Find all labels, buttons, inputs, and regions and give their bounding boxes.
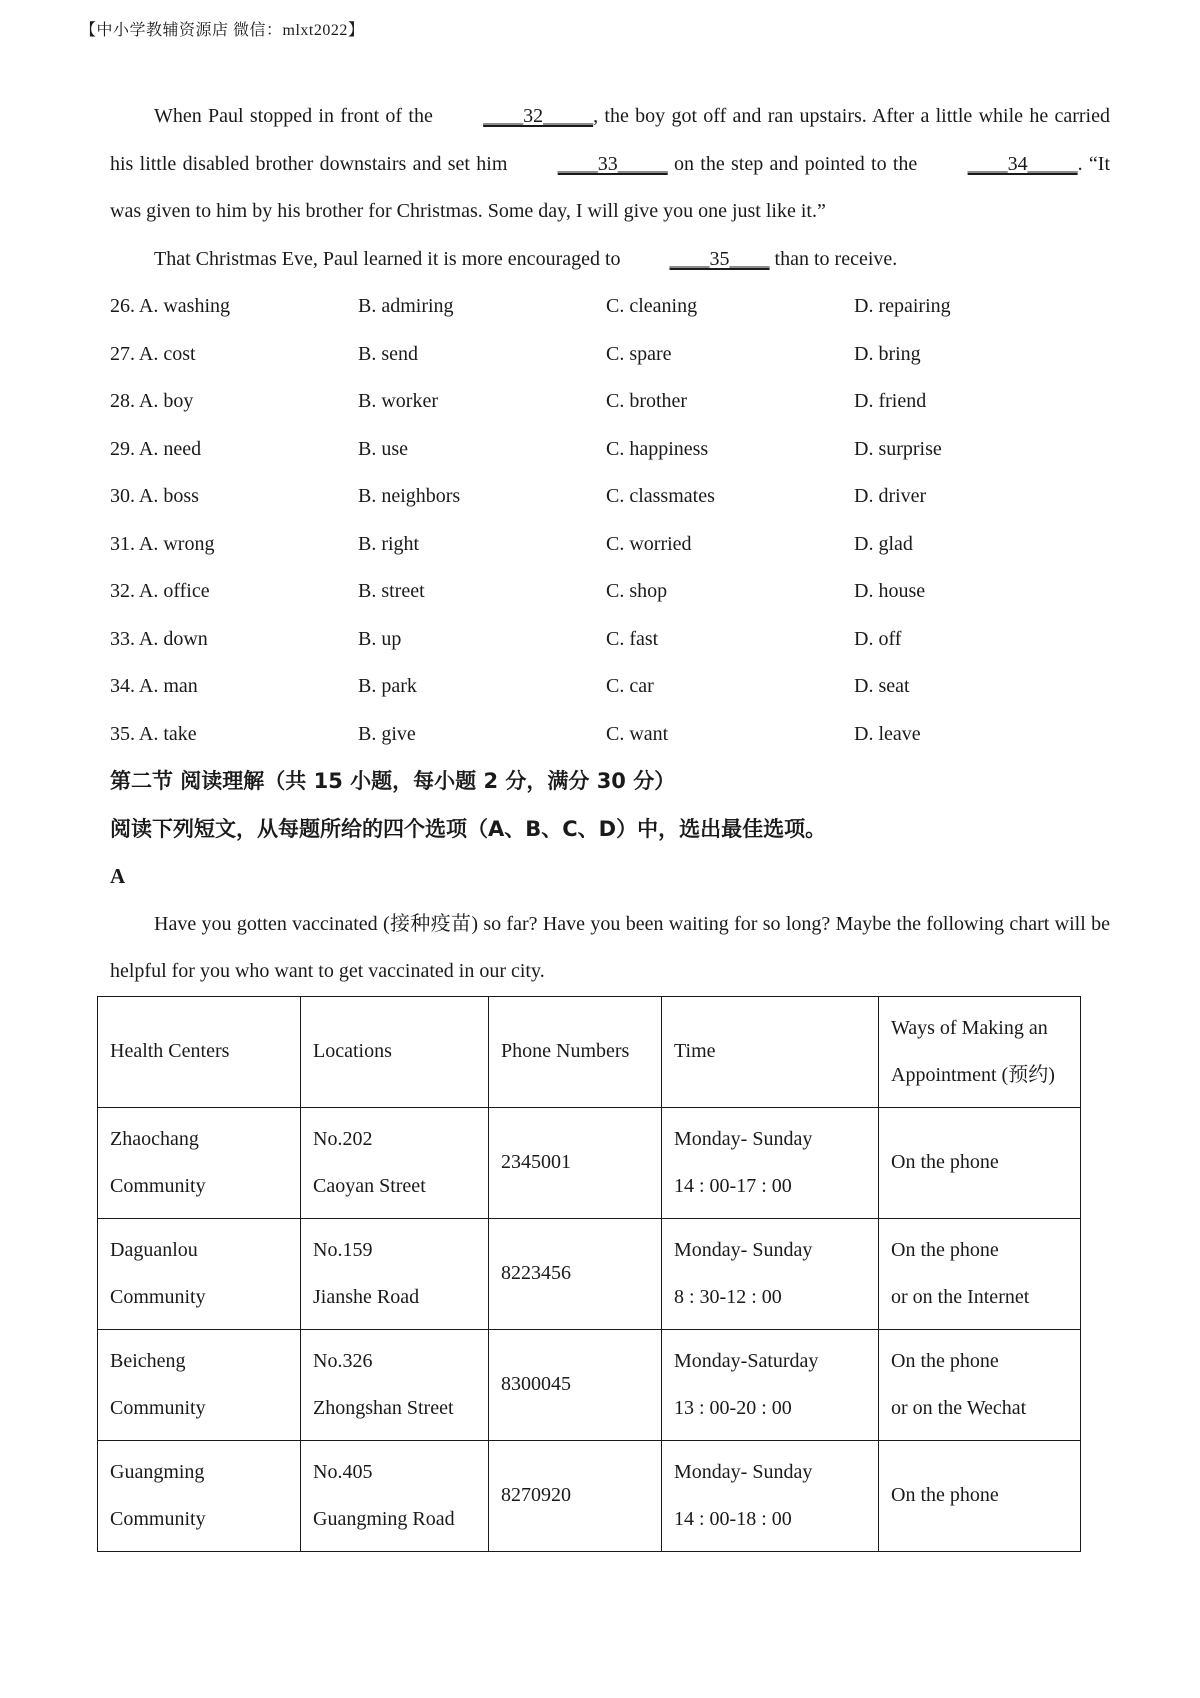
blank-32: ____32_____ — [483, 105, 594, 127]
cell-time — [662, 1330, 879, 1441]
passage-ending — [110, 93, 1110, 996]
question-options — [110, 283, 1110, 758]
cell-center — [98, 1219, 301, 1330]
question-row — [110, 521, 1110, 569]
blank-34: ____34_____ — [967, 152, 1078, 175]
section-instruction: 阅读下列短文，从每题所给的四个选项（A、B、C、D）中，选出最佳选项。 — [110, 816, 827, 841]
paragraph-2 — [110, 236, 1110, 284]
cell-phone: 2345001 — [489, 1108, 662, 1219]
option-b: B. use — [358, 437, 408, 460]
paragraph-1 — [110, 93, 1110, 236]
option-c: C. classmates — [606, 485, 715, 507]
blank-35: ____35____ — [669, 247, 770, 270]
location-number: No.405 — [313, 1460, 373, 1483]
table-row — [98, 1330, 1081, 1441]
question-row — [110, 283, 1110, 331]
question-row — [110, 426, 1110, 474]
location-street: Caoyan Street — [313, 1175, 426, 1197]
cell-location — [301, 1330, 489, 1441]
option-b: B. worker — [358, 390, 438, 412]
cell-center — [98, 1330, 301, 1441]
question-row — [110, 378, 1110, 426]
center-name: Zhaochang — [110, 1127, 199, 1150]
time-hours: 14 : 00-17 : 00 — [674, 1175, 792, 1197]
table-row — [98, 1219, 1081, 1330]
table-row — [98, 1441, 1081, 1552]
option-b: B. right — [358, 532, 420, 555]
option-d: D. bring — [854, 342, 921, 365]
option-c: C. worried — [606, 532, 692, 555]
cell-location — [301, 1108, 489, 1219]
cell-center — [98, 1108, 301, 1219]
paragraph-2-text-b: than to receive. — [769, 247, 898, 270]
way-line-1: On the phone — [891, 1151, 999, 1174]
header-locations: Locations — [301, 997, 489, 1108]
option-a: 30. A. boss — [110, 485, 199, 507]
location-street: Zhongshan Street — [313, 1397, 454, 1419]
cell-way — [879, 1441, 1081, 1552]
cell-phone: 8270920 — [489, 1441, 662, 1552]
cell-phone: 8223456 — [489, 1219, 662, 1330]
option-c: C. spare — [606, 342, 672, 365]
way-line-1: On the phone — [891, 1238, 999, 1261]
question-row — [110, 711, 1110, 759]
option-a: 29. A. need — [110, 437, 202, 460]
option-d: D. friend — [854, 390, 927, 412]
option-b: B. neighbors — [358, 485, 461, 507]
time-hours: 14 : 00-18 : 00 — [674, 1508, 792, 1530]
cell-way — [879, 1108, 1081, 1219]
time-hours: 8 : 30-12 : 00 — [674, 1286, 782, 1308]
health-centers-table — [97, 996, 1081, 1552]
center-name: Beicheng — [110, 1349, 186, 1372]
location-number: No.202 — [313, 1127, 373, 1150]
option-b: B. up — [358, 627, 402, 650]
option-d: D. glad — [854, 532, 913, 555]
center-name: Guangming — [110, 1460, 205, 1483]
section-title: 第二节 阅读理解（共 15 小题，每小题 2 分，满分 30 分） — [110, 769, 676, 793]
way-line-1: On the phone — [891, 1484, 999, 1507]
way-line-2: or on the Wechat — [891, 1397, 1027, 1419]
header-phone-numbers: Phone Numbers — [489, 997, 662, 1108]
option-c: C. shop — [606, 580, 668, 602]
location-street: Guangming Road — [313, 1508, 455, 1530]
paragraph-1-text-d: . “It was given to him by his brother for Christmas. Some day, I will give you one just like it.” — [110, 152, 1111, 222]
center-type: Community — [110, 1397, 206, 1419]
option-c: C. want — [606, 722, 669, 745]
center-name: Daguanlou — [110, 1238, 198, 1261]
option-a: 35. A. take — [110, 722, 197, 745]
option-a: 34. A. man — [110, 675, 198, 697]
option-b: B. send — [358, 342, 418, 365]
question-row — [110, 568, 1110, 616]
paragraph-1-text-a: When Paul stopped in front of the — [154, 105, 440, 127]
time-days: Monday-Saturday — [674, 1349, 819, 1372]
option-a: 28. A. boy — [110, 390, 194, 412]
cell-time — [662, 1108, 879, 1219]
option-a: 26. A. washing — [110, 295, 230, 317]
location-number: No.159 — [313, 1238, 373, 1261]
header-appointment-ways: Ways of Making an Appointment (预约) — [879, 997, 1081, 1108]
option-c: C. cleaning — [606, 295, 698, 317]
location-street: Jianshe Road — [313, 1286, 420, 1308]
option-c: C. brother — [606, 390, 688, 412]
option-c: C. happiness — [606, 437, 709, 460]
cell-way — [879, 1219, 1081, 1330]
header-time: Time — [662, 997, 879, 1108]
option-c: C. car — [606, 675, 654, 697]
option-d: D. off — [854, 627, 902, 650]
option-d: D. repairing — [854, 295, 951, 317]
question-row — [110, 616, 1110, 664]
option-d: D. surprise — [854, 437, 942, 460]
passage-intro: Have you gotten vaccinated (接种疫苗) so far? Have you been waiting for so long? Maybe the following chart will be helpful for you who want to get vaccinated in our city. — [110, 912, 1110, 982]
center-type: Community — [110, 1286, 206, 1308]
paragraph-1-text-c: on the step and pointed to the — [667, 152, 924, 175]
table-header-row — [98, 997, 1081, 1108]
time-days: Monday- Sunday — [674, 1460, 813, 1483]
option-b: B. park — [358, 675, 417, 697]
option-a: 27. A. cost — [110, 342, 196, 365]
option-d: D. seat — [854, 675, 910, 697]
center-type: Community — [110, 1508, 206, 1530]
question-row — [110, 331, 1110, 379]
cell-center — [98, 1441, 301, 1552]
center-type: Community — [110, 1175, 206, 1197]
header-health-centers: Health Centers — [98, 997, 301, 1108]
option-d: D. house — [854, 580, 926, 602]
cell-way — [879, 1330, 1081, 1441]
time-days: Monday- Sunday — [674, 1238, 813, 1261]
paragraph-2-text-a: That Christmas Eve, Paul learned it is more encouraged to — [154, 247, 626, 270]
way-line-2: or on the Internet — [891, 1286, 1030, 1308]
option-c: C. fast — [606, 627, 659, 650]
option-a: 31. A. wrong — [110, 532, 215, 555]
question-row — [110, 473, 1110, 521]
paragraph-1-text-b: , the boy got off and ran upstairs. After a little while he carried his little disabled brother downstairs and set him — [110, 105, 1110, 175]
cell-phone: 8300045 — [489, 1330, 662, 1441]
time-days: Monday- Sunday — [674, 1127, 813, 1150]
cell-location — [301, 1441, 489, 1552]
time-hours: 13 : 00-20 : 00 — [674, 1397, 792, 1419]
passage-label: A — [110, 864, 126, 888]
option-a: 32. A. office — [110, 580, 210, 602]
cell-time — [662, 1441, 879, 1552]
option-b: B. admiring — [358, 295, 454, 317]
option-d: D. driver — [854, 485, 927, 507]
cell-time — [662, 1219, 879, 1330]
option-b: B. give — [358, 722, 416, 745]
header-note: 【中小学教辅资源店 微信：mlxt2022】 — [80, 22, 365, 39]
question-row — [110, 663, 1110, 711]
way-line-1: On the phone — [891, 1349, 999, 1372]
table-row — [98, 1108, 1081, 1219]
option-b: B. street — [358, 580, 425, 602]
blank-33: ____33_____ — [557, 152, 668, 175]
cell-location — [301, 1219, 489, 1330]
option-a: 33. A. down — [110, 627, 208, 650]
option-d: D. leave — [854, 722, 921, 745]
location-number: No.326 — [313, 1349, 373, 1372]
